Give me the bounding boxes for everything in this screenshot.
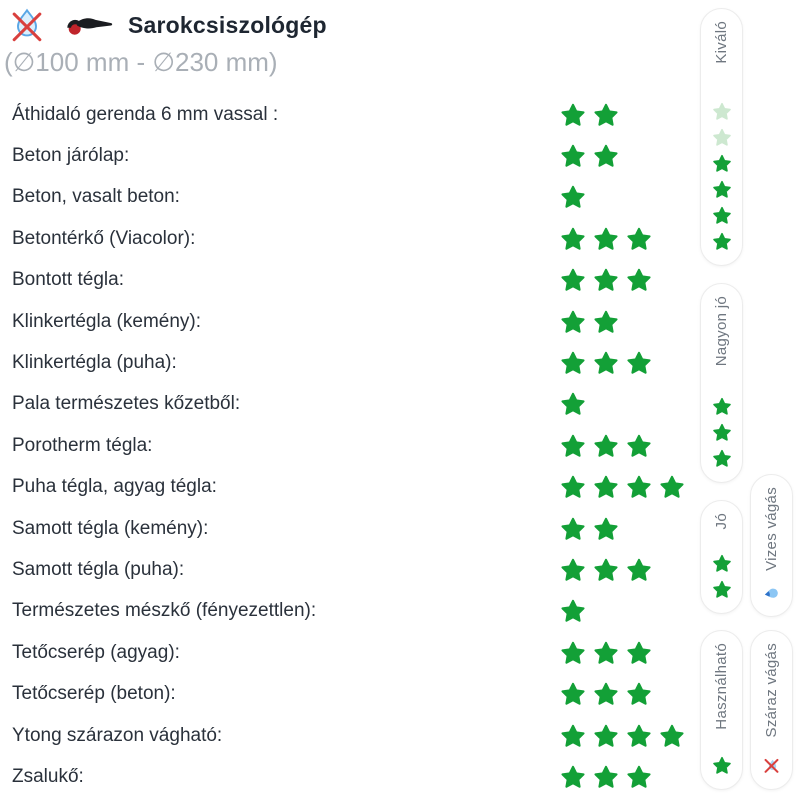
star-icon [560,475,586,500]
star-icon [626,764,652,789]
material-star-rating [560,351,652,376]
rating-pill-kivalo [700,8,743,266]
star-icon [560,392,586,417]
star-icon [712,449,732,468]
material-star-rating [560,764,652,789]
star-icon [593,723,619,748]
material-row [12,342,690,383]
material-label: Samott tégla (puha): [12,558,185,580]
material-star-rating [560,185,586,210]
star-icon [626,640,652,665]
material-row [12,591,690,632]
star-icon [560,682,586,707]
material-label: Beton járólap: [12,145,130,167]
material-star-rating [560,392,586,417]
header [8,6,327,44]
star-icon [712,206,732,225]
material-star-rating [560,268,652,293]
rating-pill-hasznalhato [700,630,743,790]
star-icon [626,682,652,707]
star-icon [560,557,586,582]
rating-pill-stars [712,102,732,251]
material-row [12,756,690,797]
no-wet-cutting-icon [8,6,46,44]
star-icon [560,599,586,624]
star-icon [712,554,732,573]
star-icon [712,128,732,147]
star-icon [712,397,732,416]
material-label: Zsalukő: [12,765,84,787]
material-star-rating [560,102,619,127]
rating-pill-stars [712,554,732,599]
material-row [12,218,690,259]
rating-pill-label: Jó [713,513,730,530]
material-label: Klinkertégla (puha): [12,352,177,374]
star-icon [593,433,619,458]
material-row [12,177,690,218]
star-icon [560,764,586,789]
material-star-rating [560,682,652,707]
star-icon [712,232,732,251]
material-row [12,94,690,135]
star-icon [659,475,685,500]
star-icon [712,423,732,442]
rating-pill-label: Használható [713,643,730,730]
material-label: Bontott tégla: [12,269,124,291]
cutting-mode-label: Száraz vágás [763,643,780,738]
material-label: Beton, vasalt beton: [12,186,180,208]
material-row [12,508,690,549]
star-icon [560,640,586,665]
star-icon [560,516,586,541]
star-icon [593,351,619,376]
rating-pill-nagyon-jo [700,283,743,483]
star-icon [712,180,732,199]
diameter-range-subtitle: (∅100 mm - ∅230 mm) [4,47,278,77]
cutting-mode-label: Vizes vágás [763,487,780,571]
cutting-mode-pill-szaraz [750,630,793,790]
material-row [12,549,690,590]
material-label: Porotherm tégla: [12,434,153,456]
star-icon [626,268,652,293]
star-icon [593,102,619,127]
material-row [12,467,690,508]
star-icon [626,723,652,748]
star-icon [626,433,652,458]
star-icon [626,351,652,376]
material-label: Természetes mészkő (fényezettlen): [12,600,317,622]
rating-pill-stars [712,397,732,468]
star-icon [593,640,619,665]
rating-pill-label: Kiváló [713,21,730,64]
star-icon [626,475,652,500]
star-icon [712,102,732,121]
material-label: Pala természetes kőzetből: [12,393,241,415]
star-icon [560,102,586,127]
material-label: Áthidaló gerenda 6 mm vassal : [12,103,279,125]
star-icon [560,433,586,458]
star-icon [560,226,586,251]
star-icon [593,682,619,707]
material-label: Tetőcserép (agyag): [12,641,180,663]
material-star-rating [560,599,586,624]
material-star-rating [560,723,685,748]
no-water-drop-icon [762,756,781,775]
star-icon [712,154,732,173]
star-icon [560,144,586,169]
material-row [12,384,690,425]
star-icon [659,723,685,748]
material-star-rating [560,640,652,665]
star-icon [593,268,619,293]
material-star-rating [560,557,652,582]
material-row [12,673,690,714]
material-star-rating [560,433,652,458]
material-star-rating [560,475,685,500]
material-label: Klinkertégla (kemény): [12,310,202,332]
star-icon [560,351,586,376]
water-drop-icon [763,585,780,602]
cutting-mode-pill-vizes [750,474,793,617]
star-icon [560,723,586,748]
material-label: Samott tégla (kemény): [12,517,209,539]
material-label: Betontérkő (Viacolor): [12,227,196,249]
rating-pill-label: Nagyon jó [713,296,730,367]
material-star-rating [560,226,652,251]
material-star-rating [560,516,619,541]
material-label: Ytong szárazon vágható: [12,724,223,746]
star-icon [593,516,619,541]
star-icon [712,580,732,599]
star-icon [626,557,652,582]
material-label: Tetőcserép (beton): [12,683,176,705]
material-row [12,715,690,756]
material-row [12,135,690,176]
star-icon [593,144,619,169]
star-icon [626,226,652,251]
material-row [12,301,690,342]
material-row [12,260,690,301]
star-icon [593,557,619,582]
star-icon [712,756,732,775]
star-icon [560,268,586,293]
page-title: Sarokcsiszológép [128,11,327,38]
angle-grinder-icon [64,13,114,37]
star-icon [560,309,586,334]
materials-list [12,94,690,798]
material-star-rating [560,309,619,334]
star-icon [593,226,619,251]
star-icon [593,764,619,789]
star-icon [593,309,619,334]
material-star-rating [560,144,619,169]
star-icon [593,475,619,500]
material-row [12,632,690,673]
material-row [12,425,690,466]
material-label: Puha tégla, agyag tégla: [12,476,217,498]
rating-pill-jo [700,500,743,614]
star-icon [560,185,586,210]
rating-pill-stars [712,756,732,775]
